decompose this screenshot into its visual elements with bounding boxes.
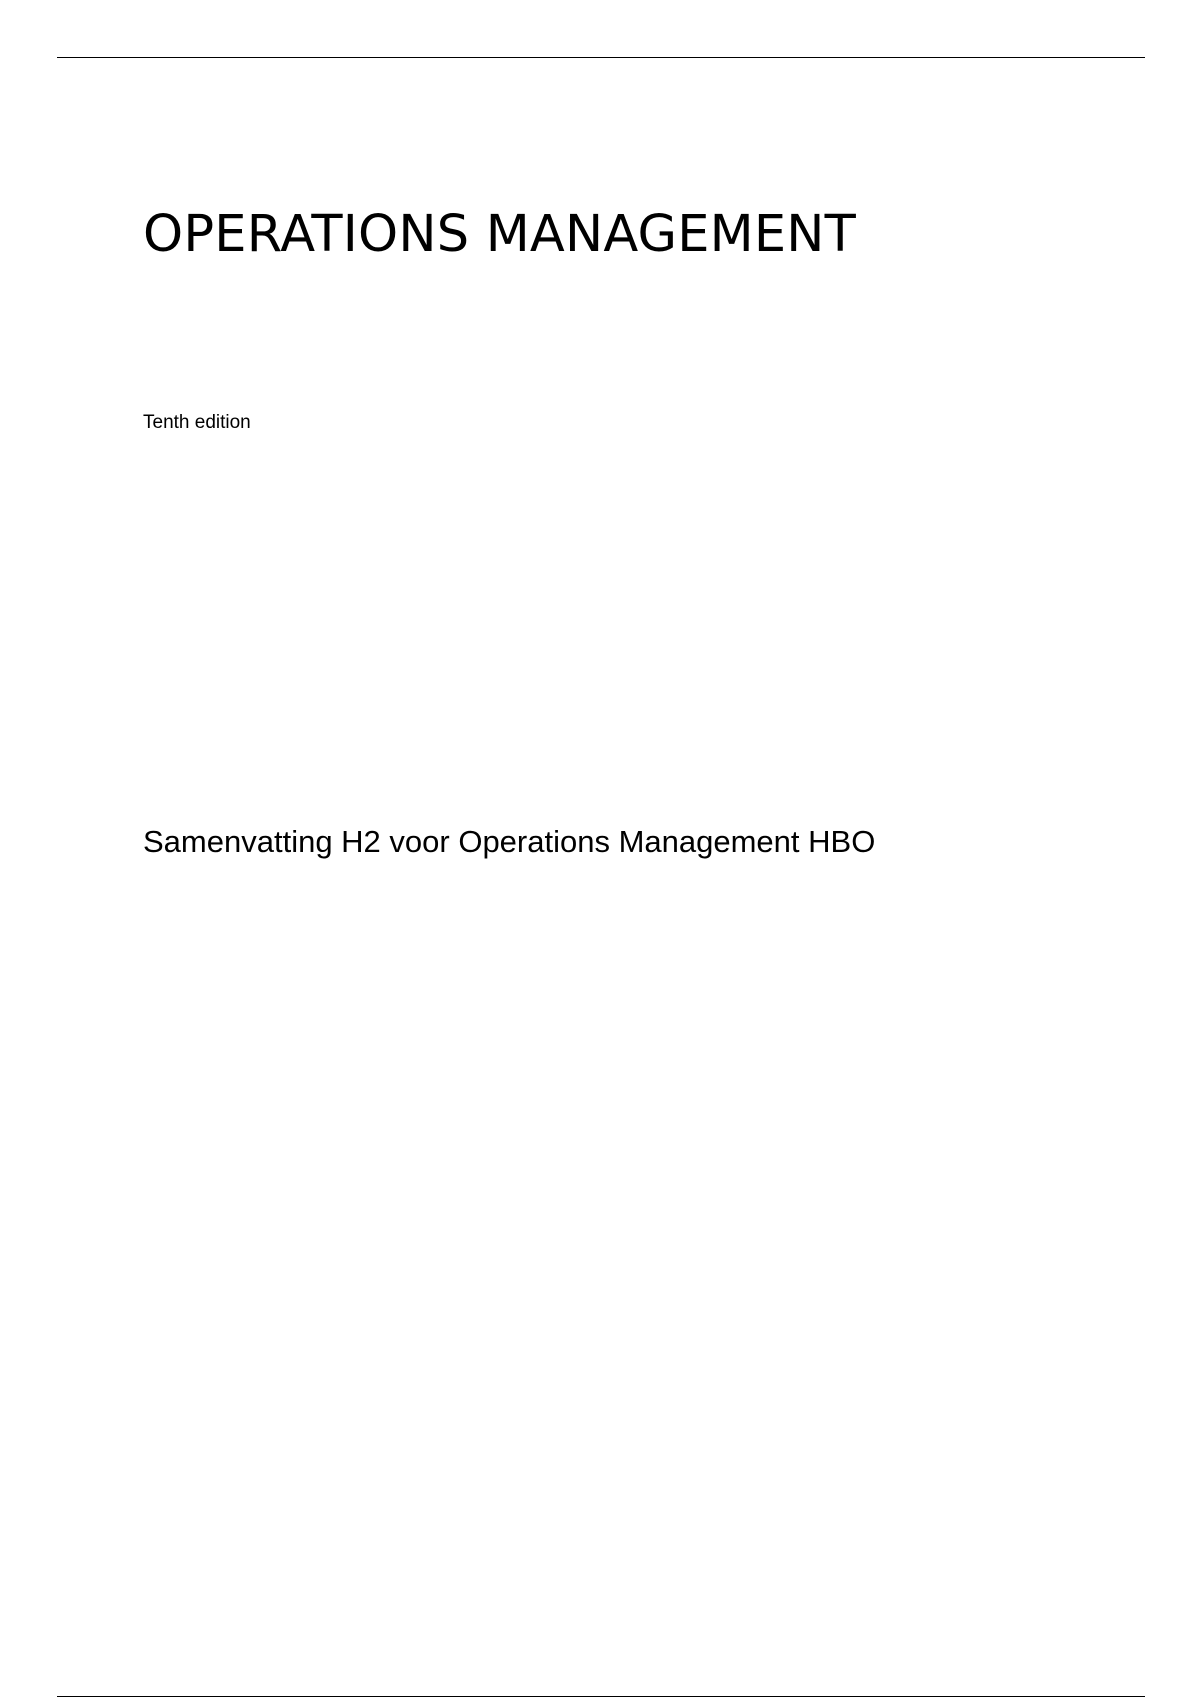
- top-rule: [57, 57, 1145, 58]
- document-subtitle: Samenvatting H2 voor Operations Management HBO: [143, 824, 876, 859]
- edition-label: Tenth edition: [143, 412, 251, 433]
- document-title: OPERATIONS MANAGEMENT: [143, 205, 856, 264]
- bottom-rule: [57, 1696, 1145, 1697]
